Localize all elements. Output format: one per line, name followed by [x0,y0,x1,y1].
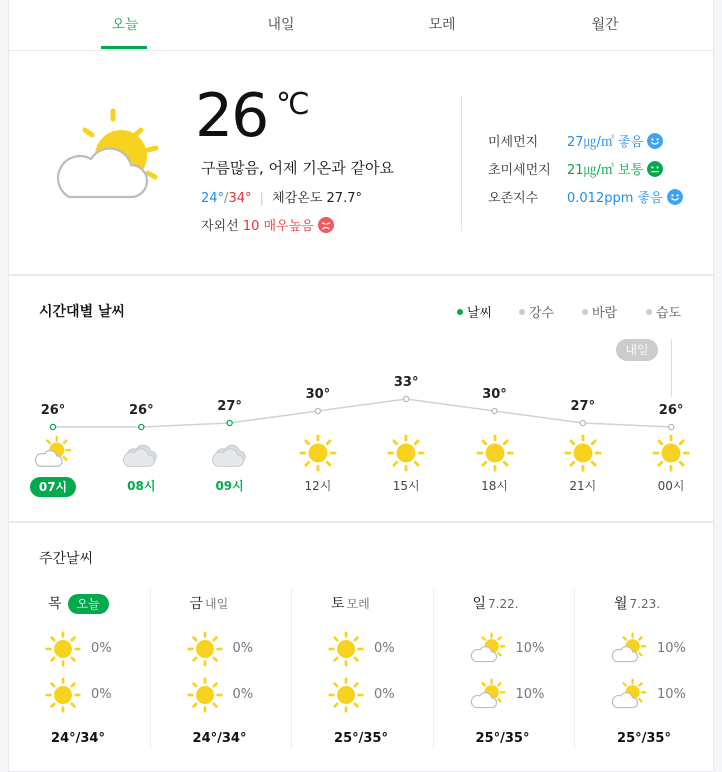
temperature-point [50,424,55,429]
tab-monthly[interactable]: 월간 [591,17,619,33]
hour-temp-label: 26° [40,403,66,418]
temperature-point [580,420,585,425]
day-name: 일 [472,596,487,612]
temp-range: 24°/34° | 체감온도 27.7° [201,191,362,206]
good-face-icon [647,133,663,149]
column-divider [433,589,434,749]
good-face-icon [667,189,683,205]
feels-like-value: 27.7° [326,191,362,206]
sun-icon [187,631,223,667]
sun-icon [564,434,602,472]
hour-time-label: 08시 [127,479,156,493]
legend-wind[interactable]: 바람 [582,302,617,321]
sun-icon [45,631,81,667]
am-precip: 10% [657,641,686,656]
pm-precip: 0% [374,687,395,702]
temperature-point [139,424,144,429]
hour-temp-label: 30° [305,387,331,402]
hour-temp-label: 27° [570,399,596,414]
partly-cloudy-icon [55,105,175,205]
temperature-unit: ℃ [276,87,310,122]
hour-time-label: 18시 [481,479,508,493]
low-temp: 24° [201,191,225,206]
hour-time-label: 12시 [304,479,332,493]
day-temp-range: 25°/35° [617,731,671,746]
uv-label: 자외선 [201,219,239,234]
hour-temp-label: 33° [393,375,419,390]
column-divider [291,589,292,749]
ozone-index[interactable] [488,187,663,206]
column-divider [574,589,575,749]
day-temp-range: 25°/35° [475,731,530,746]
fine-dust[interactable] [488,131,644,150]
air-label: 미세먼지 [488,135,539,150]
am-precip: 0% [91,641,112,656]
sun-icon [328,631,364,667]
legend-weather[interactable]: 날씨 [457,302,492,321]
day-header [48,593,109,614]
sun-icon [187,677,223,713]
sun-icon [387,434,425,472]
current-temperature: 26 [195,81,268,151]
am-precip: 0% [232,641,254,656]
tab-today[interactable]: 오늘 [111,17,139,33]
hour-temp-label: 30° [482,387,507,402]
pm-precip: 0% [91,687,112,702]
day-temp-range: 24°/34° [51,731,105,746]
normal-face-icon [647,161,663,177]
ultra-fine-dust[interactable] [488,159,644,178]
tomorrow-marker: 내일 [616,339,658,361]
air-label: 오존지수 [488,191,539,206]
temperature-point [492,408,497,413]
sun-icon [328,677,364,713]
day-header [331,593,370,613]
day-name: 금 [189,596,204,612]
section-title: 시간대별 날씨 [39,304,126,320]
temperature-point [227,420,232,425]
sun-icon [476,434,514,472]
day-sub: 모레 [346,597,370,611]
am-precip: 0% [374,641,395,656]
hour-time-label: 00시 [657,479,685,493]
hour-time-label: 15시 [392,479,420,493]
pm-precip: 0% [232,687,254,702]
section-title: 주간날씨 [39,551,94,567]
air-label: 초미세먼지 [488,163,551,178]
hour-time-label: 07시 [30,477,76,497]
temperature-point [669,424,674,429]
temperature-point [315,408,320,413]
air-value: 21㎍/㎥ 보통 [567,159,663,178]
legend-precip[interactable]: 강수 [519,302,554,321]
temperature-point [404,396,409,401]
pm-precip: 10% [515,687,545,702]
day-header [190,593,229,613]
weekly-forecast [8,522,714,772]
air-value: 27㎍/㎥ 좋음 [567,131,663,150]
partly-cloudy-icon [470,677,506,713]
legend-humidity[interactable]: 습도 [646,302,681,321]
tab-tomorrow[interactable]: 내일 [267,17,295,33]
sun-icon [45,677,81,713]
partly-cloudy-icon [34,434,72,472]
active-tab-indicator [101,46,147,49]
day-name: 토 [331,596,345,612]
weather-summary: 구름많음, 어제 기온과 같아요 [201,159,394,177]
day-sub: 7.22. [488,597,519,611]
today-chip: 오늘 [68,594,109,614]
hourly-forecast [8,275,714,522]
current-weather [8,50,714,275]
air-value: 0.012ppm 좋음 [567,187,683,206]
hour-time-label: 09시 [215,479,244,493]
day-header [614,593,660,613]
cloudy-icon [122,434,160,472]
column-divider [150,589,151,749]
hour-time-label: 21시 [569,479,597,493]
bad-face-icon [318,217,334,233]
sun-icon [652,434,690,472]
uv-index [201,215,334,234]
feels-like-label: 체감온도 [272,191,323,206]
day-temp-range: 25°/35° [334,731,388,746]
high-temp: 34° [228,191,252,206]
day-header [473,593,519,613]
day-sub: 내일 [205,597,229,611]
partly-cloudy-icon [611,631,647,667]
divider [461,95,462,231]
sun-icon [299,434,337,472]
am-precip: 10% [515,641,545,656]
day-name: 목 [48,596,62,612]
partly-cloudy-icon [470,631,506,667]
temp-separator: / [224,191,229,206]
hour-temp-label: 26° [658,403,684,418]
partly-cloudy-icon [611,677,647,713]
day-temp-range: 24°/34° [192,731,247,746]
day-name: 월 [614,596,628,612]
tab-bar [8,0,714,51]
hour-temp-label: 26° [129,403,154,418]
day-sub: 7.23. [629,597,661,611]
pm-precip: 10% [657,687,686,702]
hour-temp-label: 27° [217,399,242,414]
tab-day-after[interactable]: 모레 [428,17,456,33]
cloudy-icon [211,434,249,472]
uv-value: 10 매우높음 [242,219,314,234]
